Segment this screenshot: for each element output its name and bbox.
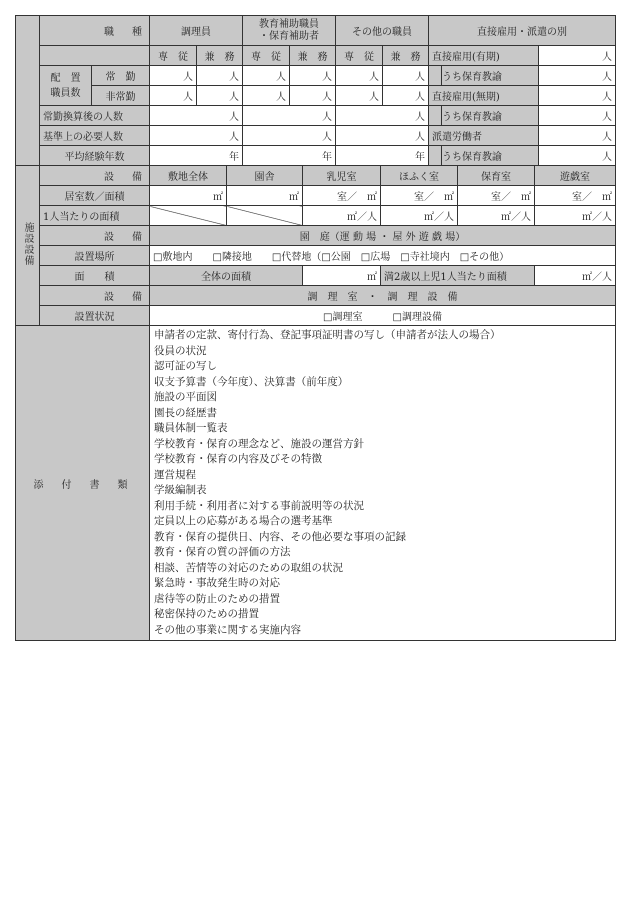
location-options[interactable]: □敷地内 □隣接地 □代替地（□公園 □広場 □寺社境内 □その他）	[150, 246, 616, 266]
attachment-item: 園長の経歴書	[154, 406, 217, 419]
hijokin-cook-senju[interactable]: 人	[150, 86, 197, 106]
attachment-item: 虐待等の防止のための措置	[154, 592, 280, 605]
attachment-item: 運営規程	[154, 468, 196, 481]
other-kenmu: 兼 務	[383, 46, 429, 66]
direct-row-3-label: 直接雇用(無期)	[429, 86, 539, 106]
crawl-per-person[interactable]: ㎡／人	[381, 206, 458, 226]
direct-row-2-value[interactable]: 人	[539, 66, 616, 86]
attachment-item: 秘密保持のための措置	[154, 608, 259, 620]
kijun-cook[interactable]: 人	[150, 126, 243, 146]
col-nursery-room: 保育室	[458, 166, 535, 186]
hijokin-label: 非常勤	[92, 86, 150, 106]
hijokin-other-senju[interactable]: 人	[336, 86, 383, 106]
assistant-senju: 専 従	[243, 46, 290, 66]
status-options[interactable]: □調理室 □調理設備	[150, 306, 616, 326]
other-senju: 専 従	[336, 46, 383, 66]
facility-table	[15, 165, 616, 326]
attachment-item: 学級編制表	[154, 484, 207, 496]
direct-row-4-label: うち保育教諭	[442, 106, 539, 126]
play-room-area[interactable]: 室／ ㎡	[535, 186, 616, 206]
cook-header: 調理員	[150, 16, 243, 46]
haichi-label	[40, 66, 92, 106]
building-per-person-diagonal	[227, 206, 303, 226]
kanzan-other[interactable]: 人	[336, 106, 429, 126]
assistant-header	[243, 16, 336, 46]
infant-room-area[interactable]: 室／ ㎡	[303, 186, 381, 206]
attachment-item: 収支予算書（今年度）、決算書（前年度）	[154, 375, 349, 388]
direct-row-2-label: うち保育教諭	[442, 66, 539, 86]
jokin-asst-kenmu[interactable]: 人	[290, 66, 336, 86]
room-area-label: 居室数／面積	[40, 186, 150, 206]
direct-row-4-value[interactable]: 人	[539, 106, 616, 126]
direct-dispatch-header: 直接雇用・派遣の別	[429, 16, 616, 46]
col-infant-room: 乳児室	[303, 166, 381, 186]
cook-senju: 専 従	[150, 46, 197, 66]
indent-cell	[429, 146, 442, 166]
assistant-kenmu: 兼 務	[290, 46, 336, 66]
setsubi-header-3: 設 備	[40, 286, 150, 306]
col-play-room: 遊戯室	[535, 166, 616, 186]
setsubi-header-2: 設 備	[40, 226, 150, 246]
facility-side-label	[16, 166, 40, 326]
staff-table	[15, 15, 616, 166]
other-staff-header: その他の職員	[336, 16, 429, 46]
over2-label: 満2歳以上児1人当たり面積	[381, 266, 535, 286]
attachment-item: 認可証の写し	[154, 360, 217, 372]
attachment-item: その他の事業に関する実施内容	[154, 623, 301, 636]
direct-row-5-value[interactable]: 人	[539, 126, 616, 146]
attachment-item: 教育・保育の提供日、内容、その他必要な事項の記録	[154, 530, 406, 543]
attachment-item: 学校教育・保育の内容及びその特徴	[154, 453, 322, 465]
direct-row-6-label: うち保育教諭	[442, 146, 539, 166]
col-site: 敷地全体	[150, 166, 227, 186]
site-per-person-diagonal	[150, 206, 227, 226]
haichi-label-line1: 配 置	[50, 72, 81, 84]
total-area-value[interactable]: ㎡	[303, 266, 381, 286]
attachment-item: 職員体制一覧表	[154, 422, 228, 434]
assistant-header-line2: ・保育補助者	[259, 30, 319, 42]
garden-title: 園 庭（運 動 場 ・ 屋 外 遊 戯 場）	[150, 226, 616, 246]
location-label: 設置場所	[40, 246, 150, 266]
indent-cell	[429, 106, 442, 126]
cook-kenmu: 兼 務	[197, 46, 243, 66]
area-label: 面 積	[40, 266, 150, 286]
kanzan-label: 常勤換算後の人数	[40, 106, 150, 126]
attachment-item: 申請者の定款、寄付行為、登記事項証明書の写し（申請者が法人の場合）	[154, 329, 501, 341]
direct-row-6-value[interactable]: 人	[539, 146, 616, 166]
col-building: 園舎	[227, 166, 303, 186]
attachment-item: 学校教育・保育の理念など、施設の運営方針	[154, 437, 364, 450]
site-area[interactable]: ㎡	[150, 186, 227, 206]
shokushu-header: 職 種	[40, 16, 150, 46]
play-per-person[interactable]: ㎡／人	[535, 206, 616, 226]
jokin-label: 常 勤	[92, 66, 150, 86]
attachment-item: 役員の状況	[154, 344, 207, 357]
keiken-label: 平均経験年数	[40, 146, 150, 166]
kijun-label: 基準上の必要人数	[40, 126, 150, 146]
attachment-item: 施設の平面図	[154, 391, 217, 403]
keiken-cook[interactable]: 年	[150, 146, 243, 166]
hijokin-cook-kenmu[interactable]: 人	[197, 86, 243, 106]
indent-cell	[429, 66, 442, 86]
nursery-room-area[interactable]: 室／ ㎡	[458, 186, 535, 206]
hijokin-other-kenmu[interactable]: 人	[383, 86, 429, 106]
col-crawl-room: ほふく室	[381, 166, 458, 186]
keiken-asst[interactable]: 年	[243, 146, 336, 166]
hijokin-asst-kenmu[interactable]: 人	[290, 86, 336, 106]
jokin-other-senju[interactable]: 人	[336, 66, 383, 86]
per-person-label: 1人当たりの面積	[40, 206, 150, 226]
staff-side-cell	[16, 16, 40, 166]
jokin-cook-senju[interactable]: 人	[150, 66, 197, 86]
kijun-other[interactable]: 人	[336, 126, 429, 146]
attachment-item: 定員以上の応募がある場合の選考基準	[154, 515, 333, 527]
direct-row-1-label: 直接雇用(有期)	[429, 46, 539, 66]
attachment-item: 相談、苦情等の対応のための取組の状況	[154, 561, 343, 574]
attachments-table	[15, 325, 616, 641]
application-form	[15, 15, 615, 641]
assistant-header-line1: 教育補助職員	[259, 18, 319, 30]
direct-row-5-label: 派遣労働者	[429, 126, 539, 146]
jokin-other-kenmu[interactable]: 人	[383, 66, 429, 86]
kanzan-asst[interactable]: 人	[243, 106, 336, 126]
blank-subheader	[40, 46, 150, 66]
total-area-label: 全体の面積	[150, 266, 303, 286]
direct-row-1-value[interactable]: 人	[539, 46, 616, 66]
attachments-list	[150, 326, 616, 641]
kanzan-cook[interactable]: 人	[150, 106, 243, 126]
direct-row-3-value[interactable]: 人	[539, 86, 616, 106]
keiken-other[interactable]: 年	[336, 146, 429, 166]
attachment-item: 教育・保育の質の評価の方法	[154, 546, 291, 558]
infant-per-person[interactable]: ㎡／人	[303, 206, 381, 226]
kijun-asst[interactable]: 人	[243, 126, 336, 146]
building-area[interactable]: ㎡	[227, 186, 303, 206]
jokin-cook-kenmu[interactable]: 人	[197, 66, 243, 86]
hijokin-asst-senju[interactable]: 人	[243, 86, 290, 106]
attachment-item: 利用手続・利用者に対する事前説明等の状況	[154, 499, 364, 512]
jokin-asst-senju[interactable]: 人	[243, 66, 290, 86]
attachments-label: 添 付 書 類	[16, 326, 150, 641]
attachment-item: 緊急時・事故発生時の対応	[154, 577, 280, 589]
nursery-per-person[interactable]: ㎡／人	[458, 206, 535, 226]
status-label: 設置状況	[40, 306, 150, 326]
setsubi-header-1: 設 備	[40, 166, 150, 186]
facility-side-text: 施設設備	[22, 222, 33, 266]
haichi-label-line2: 職員数	[50, 87, 81, 99]
over2-value[interactable]: ㎡／人	[535, 266, 616, 286]
crawl-room-area[interactable]: 室／ ㎡	[381, 186, 458, 206]
kitchen-title: 調 理 室 ・ 調 理 設 備	[150, 286, 616, 306]
